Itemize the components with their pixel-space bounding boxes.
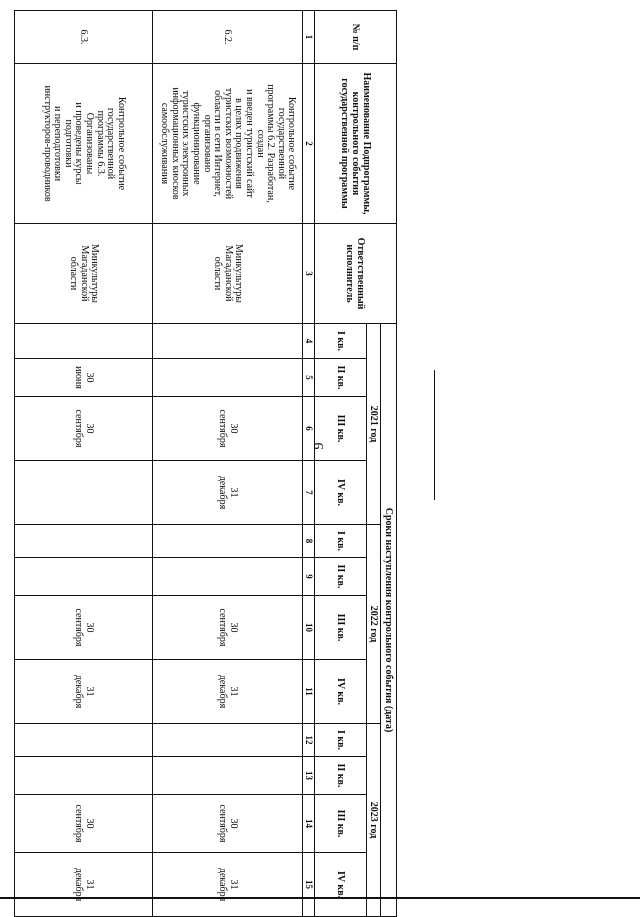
event-name: Контрольное событие государственной программы 6.3. Организованы и проведены курсы подготовки и переподготовки инструкторов-проводников bbox=[15, 64, 153, 224]
header-year-2022: 2022 год bbox=[367, 525, 381, 724]
date-cell bbox=[15, 558, 153, 596]
table-row bbox=[15, 11, 153, 917]
date-cell bbox=[153, 724, 303, 757]
date-cell bbox=[153, 525, 303, 558]
date-cell: 30 сентября bbox=[153, 596, 303, 660]
date-cell: 31 декабря bbox=[153, 660, 303, 724]
date-cell: 31 декабря bbox=[153, 461, 303, 525]
date-cell: 31 декабря bbox=[153, 853, 303, 917]
date-cell: 30 июня bbox=[15, 359, 153, 397]
column-number: 12 bbox=[303, 724, 315, 757]
column-number: 7 bbox=[303, 461, 315, 525]
header-name: Наименование Подпрограммы, контрольного события государственной программы bbox=[315, 64, 397, 224]
date-cell: 31 декабря bbox=[15, 660, 153, 724]
date-cell: 31 декабря bbox=[15, 853, 153, 917]
executor: Минкультуры Магаданской области bbox=[153, 224, 303, 324]
control-events-table bbox=[14, 10, 397, 917]
column-number: 14 bbox=[303, 795, 315, 853]
column-number: 11 bbox=[303, 660, 315, 724]
column-number: 3 bbox=[303, 224, 315, 324]
header-quarter: IV кв. bbox=[315, 853, 367, 917]
table-body bbox=[15, 11, 397, 917]
column-number: 1 bbox=[303, 11, 315, 64]
date-cell bbox=[15, 525, 153, 558]
header-quarter: I кв. bbox=[315, 525, 367, 558]
event-name: Контрольное событие государственной программы 6.2. Разработан, создан и введен туристский сайт в целях продвижения туристских возможностей области в сети Интернет, организовано функционирование туристских электронных информационных киосков самообслуживания bbox=[153, 64, 303, 224]
page-number: 9 bbox=[312, 442, 327, 450]
date-cell: 30 сентября bbox=[153, 397, 303, 461]
closing-line bbox=[434, 370, 435, 500]
header-executor: Ответственный исполнитель bbox=[315, 224, 397, 324]
date-cell: 30 сентября bbox=[153, 795, 303, 853]
column-number: 8 bbox=[303, 525, 315, 558]
table-row bbox=[153, 11, 303, 917]
header-quarter: IV кв. bbox=[315, 461, 367, 525]
date-cell bbox=[15, 757, 153, 795]
date-cell: 30 сентября bbox=[15, 596, 153, 660]
rotated-table-container bbox=[17, 10, 397, 902]
header-year-2023: 2023 год bbox=[367, 724, 381, 917]
header-quarter: III кв. bbox=[315, 596, 367, 660]
date-cell: 30 сентября bbox=[15, 397, 153, 461]
column-number: 13 bbox=[303, 757, 315, 795]
header-quarter: I кв. bbox=[315, 724, 367, 757]
executor: Минкультуры Магаданской области bbox=[15, 224, 153, 324]
header-row-1 bbox=[381, 11, 397, 917]
header-quarter: II кв. bbox=[315, 558, 367, 596]
date-cell bbox=[153, 757, 303, 795]
column-number: 15 bbox=[303, 853, 315, 917]
column-number: 9 bbox=[303, 558, 315, 596]
header-quarter: III кв. bbox=[315, 795, 367, 853]
header-quarter: III кв. bbox=[315, 397, 367, 461]
date-cell bbox=[15, 324, 153, 359]
date-cell bbox=[153, 558, 303, 596]
header-deadlines: Сроки наступления контрольного события (дата) bbox=[381, 324, 397, 917]
header-quarter: II кв. bbox=[315, 757, 367, 795]
column-number: 10 bbox=[303, 596, 315, 660]
column-number: 5 bbox=[303, 359, 315, 397]
header-num: № п/п bbox=[315, 11, 397, 64]
header-quarter: I кв. bbox=[315, 324, 367, 359]
header-quarter: IV кв. bbox=[315, 660, 367, 724]
column-number-row bbox=[303, 11, 315, 917]
date-cell bbox=[15, 461, 153, 525]
header-year-2021: 2021 год bbox=[367, 324, 381, 525]
date-cell bbox=[15, 724, 153, 757]
column-number: 2 bbox=[303, 64, 315, 224]
date-cell bbox=[153, 359, 303, 397]
column-number: 6 bbox=[303, 397, 315, 461]
column-number: 4 bbox=[303, 324, 315, 359]
date-cell bbox=[153, 324, 303, 359]
row-number: 6.3. bbox=[15, 11, 153, 64]
header-quarter: II кв. bbox=[315, 359, 367, 397]
row-number: 6.2. bbox=[153, 11, 303, 64]
date-cell: 30 сентября bbox=[15, 795, 153, 853]
